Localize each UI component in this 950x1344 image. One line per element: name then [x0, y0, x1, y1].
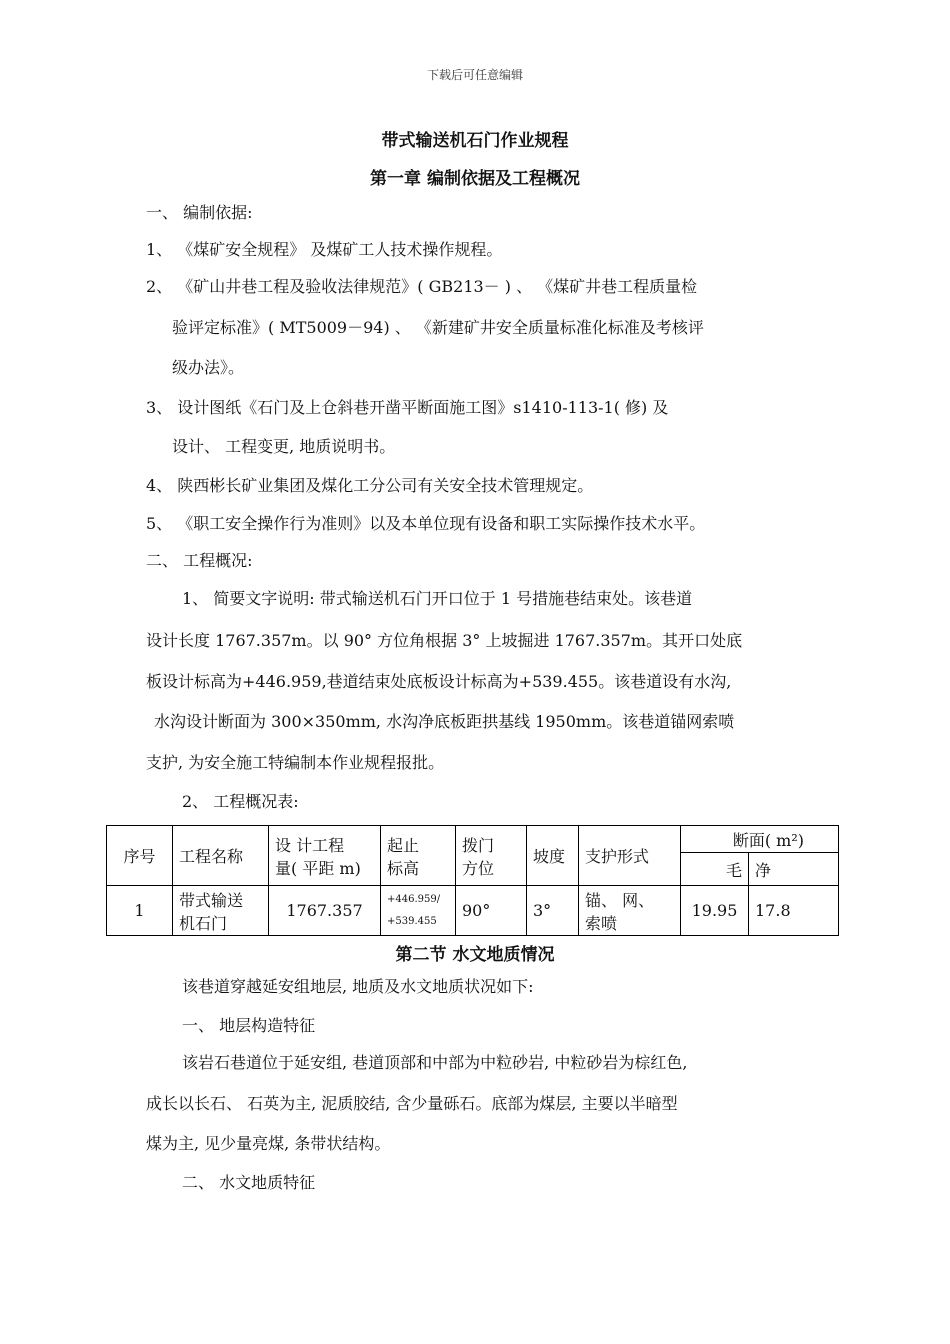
- overview-desc-line-2: 设计长度 1767.357m。以 90° 方位角根据 3° 上坡掘进 1767.357m。其开口处底: [146, 631, 743, 650]
- basis-item-1: 1、 《煤矿安全规程》 及煤矿工人技术操作规程。: [146, 240, 503, 259]
- basis-item-2-line-3: 级办法》。: [172, 358, 245, 377]
- geology-para-line-1: 该岩石巷道位于延安组, 巷道顶部和中部为中粒砂岩, 中粒砂岩为棕红色,: [182, 1053, 688, 1072]
- geology-para-line-2: 成长以长石、 石英为主, 泥质胶结, 含少量砾石。底部为煤层, 主要以半暗型: [146, 1094, 678, 1113]
- row-slope: 3°: [527, 886, 579, 936]
- basis-item-2-line-1: 2、 《矿山井巷工程及验收法律规范》( GB213－ ) 、 《煤矿井巷工程质量检: [146, 277, 698, 296]
- geology-heading-1: 一、 地层构造特征: [182, 1016, 316, 1035]
- document-title: 带式输送机石门作业规程: [381, 131, 569, 151]
- row-elevation: +446.959/ +539.455: [381, 886, 456, 936]
- section-heading-basis: 一、 编制依据:: [146, 203, 253, 222]
- header-net: 净: [749, 853, 839, 886]
- geology-heading-2: 二、 水文地质特征: [182, 1173, 316, 1192]
- header-support: 支护形式: [579, 826, 681, 886]
- overview-desc-line-3: 板设计标高为+446.959,巷道结束处底板设计标高为+539.455。该巷道设有水沟,: [146, 672, 732, 691]
- row-gross: 19.95: [681, 886, 749, 936]
- basis-item-3-line-1: 3、 设计图纸《石门及上仓斜巷开凿平断面施工图》s1410-113-1( 修) 及: [146, 398, 669, 417]
- table-header-row: [107, 826, 839, 853]
- basis-item-3-line-2: 设计、 工程变更, 地质说明书。: [172, 437, 396, 456]
- row-name: 带式输送 机石门: [173, 886, 269, 936]
- header-no: 序号: [107, 826, 173, 886]
- basis-item-5: 5、 《职工安全操作行为准则》以及本单位现有设备和职工实际操作技术水平。: [146, 514, 706, 533]
- project-overview-table: [106, 825, 839, 936]
- table-row: [107, 886, 839, 936]
- header-section-area: 断面( m²): [681, 826, 839, 853]
- table-caption: 2、 工程概况表:: [182, 792, 299, 811]
- header-elevation: 起止 标高: [381, 826, 456, 886]
- row-length: 1767.357: [269, 886, 381, 936]
- row-net: 17.8: [749, 886, 839, 936]
- header-direction: 拨门 方位: [456, 826, 527, 886]
- geology-para-line-3: 煤为主, 见少量亮煤, 条带状结构。: [146, 1134, 391, 1153]
- header-slope: 坡度: [527, 826, 579, 886]
- geology-intro: 该巷道穿越延安组地层, 地质及水文地质状况如下:: [182, 977, 534, 996]
- header-name: 工程名称: [173, 826, 269, 886]
- header-gross: 毛: [681, 853, 749, 886]
- basis-item-4: 4、 陕西彬长矿业集团及煤化工分公司有关安全技术管理规定。: [146, 476, 594, 495]
- row-support: 锚、 网、 索喷: [579, 886, 681, 936]
- overview-desc-line-5: 支护, 为安全施工特编制本作业规程报批。: [146, 753, 445, 772]
- chapter-title: 第一章 编制依据及工程概况: [370, 169, 580, 189]
- row-no: 1: [107, 886, 173, 936]
- basis-item-2-line-2: 验评定标准》( MT5009－94) 、 《新建矿井安全质量标准化标准及考核评: [172, 318, 704, 337]
- header-length: 设 计工程 量( 平距 m): [269, 826, 381, 886]
- section-heading-overview: 二、 工程概况:: [146, 551, 253, 570]
- row-direction: 90°: [456, 886, 527, 936]
- overview-desc-line-4: 水沟设计断面为 300×350mm, 水沟净底板距拱基线 1950mm。该巷道锚网索喷: [154, 712, 735, 731]
- page-header-note: 下载后可任意编辑: [426, 68, 523, 82]
- section-2-title: 第二节 水文地质情况: [395, 945, 555, 965]
- overview-desc-line-1: 1、 简要文字说明: 带式输送机石门开口位于 1 号措施巷结束处。该巷道: [182, 589, 693, 608]
